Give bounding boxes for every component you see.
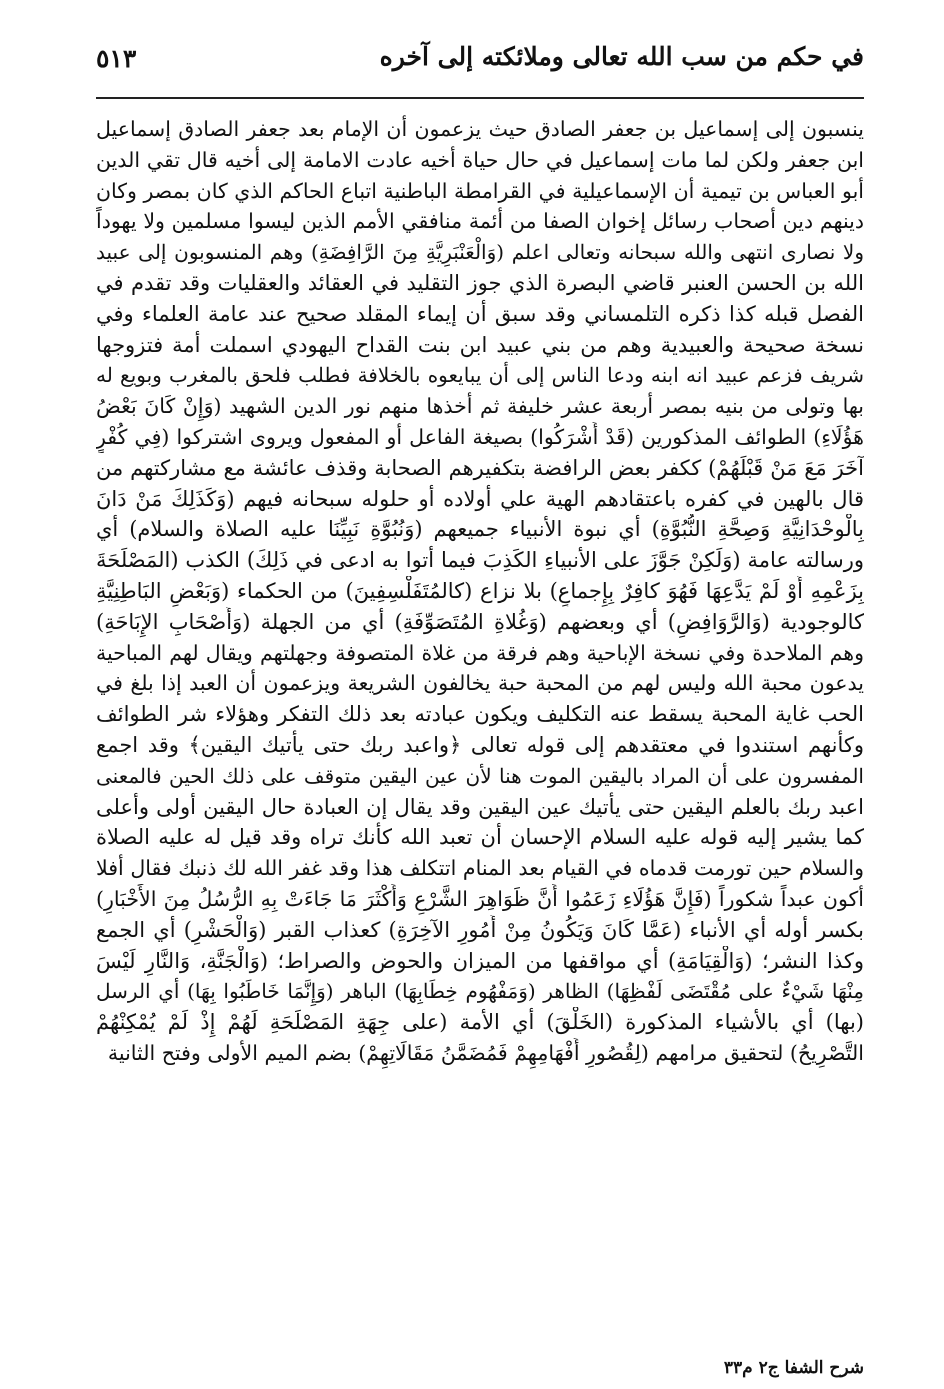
text-line: بِزَعْمِهِ أَوْ لَمْ يَدَّعِهَا فَهُوَ كافِرٌ بِإِجماعٍ) بلا نزاع (كالمُتَفَلْسِفِينَ) من الحكماء (وَبَعْضِ البَاطِنِيَّةِ (96, 578, 864, 603)
text-line: أكون عبداً شكوراً (فَإِنَّ هَؤُلَاءِ زَعَمُوا أَنَّ ظَوَاهِرَ الشَّرْعِ وَأَكْثَرَ مَا جَاءَتْ بِهِ الرُّسُلُ مِنَ الأَخْبَارِ) (96, 886, 864, 911)
text-line: بِالْوحْدَانِيَّةِ وَصِحَّةِ النُّبُوَّةِ) أي نبوة الأنبياء جميعهم (وَنُبُوَّةِ نَبِيِّنَا عليه الصلاة والسلام) أي (96, 517, 864, 542)
text-line: الفصل قبله كذا ذكره التلمساني وقد سبق أن إيماء المقلد صحيح عند عامة العلماء وفي (96, 301, 864, 326)
text-line: ورسالته عامة (وَلَكِنْ جَوَّزَ على الأنبياءِ الكَذِبَ فيما أتوا به ادعى في ذَلِكَ) الكذب (المَصْلَحَةَ (96, 548, 864, 573)
header-rule (96, 97, 864, 99)
text-line: مِنْهَا شَيْءٌ على مُقْتَضَى لَفْظِهَا) الظاهر (وَمَفْهُوم خِطَابِهَا) الباهر (وَإِنَّمَا خَاطَبُوا بِهَا) أي الرسل (96, 979, 864, 1004)
text-line: يدعون محبة الله وليس لهم من المحبة حبة يخالفون الشريعة ويزعمون أن العبد إذا بلغ في (96, 671, 864, 696)
text-line: بكسر أوله أي الأنباء (عَمَّا كَانَ وَيَكُونُ مِنْ أُمُورِ الآخِرَةِ) كعذاب القبر (وَالْحَشْرِ) أي الجمع (96, 917, 864, 942)
text-line: المفسرون على أن المراد باليقين الموت هنا لأن عين اليقين متوقف على ذلك الحين فالمعنى (96, 763, 864, 788)
text-line: نسخة صحيحة والعبيدية وهم من بني عبيد ابن بنت القداح اليهودي اسملت أمة فتزوجها (96, 332, 864, 357)
body-text (96, 114, 864, 1069)
text-line: اعبد ربك بالعلم اليقين حتى يأتيك عين اليقين وقد يقال إن العبادة حال اليقين أولى وأعلى (96, 794, 864, 819)
text-line: دينهم دين أصحاب رسائل إخوان الصفا من أئمة منافقي الأمم الذين ليسوا مسلمين ولا يهوداً (96, 209, 864, 234)
text-line: هَؤُلَاءِ) الطوائف المذكورين (قَدْ أَشْرَكُوا) بصيغة الفاعل أو المفعول ويروى اشتركوا (فِي كُفْرٍ (96, 424, 864, 449)
running-head (96, 42, 864, 90)
text-line: قال بالهين في كفره باعتقادهم الهية علي أولاده أو حلوله سبحانه فيهم (وَكَذَلِكَ مَنْ دَانَ (96, 486, 864, 511)
page-number: ٥١٣ (96, 44, 137, 73)
text-line: كالوجودية (وَالرَّوَافِضِ) أي وبعضهم (وَغُلاةِ المُتَصَوِّفَةِ) أي من الجهلة (وَأَصْحَابِ الإِبَاحَةِ) (96, 609, 864, 634)
signature-mark: شرح الشفا ج٢ م٣٣ (723, 1358, 864, 1378)
text-line: ولا نصارى انتهى والله سبحانه وتعالى اعلم (وَالْعَنْبَرِيَّةِ مِنَ الرَّافِضَةِ) وهم المنسوبون إلى عبيد (96, 240, 864, 265)
text-line: وكذا النشر؛ (وَالْقِيَامَةِ) أي مواقفها من الميزان والحوض والصراط؛ (وَالْجَنَّةِ، وَالنَّارِ لَيْسَ (96, 948, 864, 973)
text-line: وكأنهم استندوا في معتقدهم إلى قوله تعالى ﴿واعبد ربك حتى يأتيك اليقين﴾ وقد اجمع (96, 732, 864, 757)
text-line: كما يشير إليه قوله عليه السلام الإحسان أن تعبد الله كأنك تراه وقد قيل له عليه الصلاة (96, 825, 864, 850)
text-line: أبو العباس بن تيمية أن الإسماعيلية في القرامطة الباطنية اتباع الحاكم الذي كان بمصر وكان (96, 178, 864, 203)
text-line: الله بن الحسن العنبر قاضي البصرة الذي جوز التقليد في العقائد والعقليات وقد تقدم في (96, 270, 864, 295)
text-line: (بها) أي بالأشياء المذكورة (الخَلْقَ) أي الأمة (على جِهَةِ المَصْلَحَةِ لَهُمْ إِذْ لَمْ يُمْكِنْهُمْ (96, 1010, 864, 1035)
text-line: ينسبون إلى إسماعيل بن جعفر الصادق حيث يزعمون أن الإمام بعد جعفر الصادق إسماعيل (96, 117, 864, 141)
text-line: بها وتولى من بنيه بمصر أربعة عشر خليفة ثم أخذها منهم نور الدين الشهيد (وَإِنْ كَانَ بَعْضُ (96, 394, 864, 419)
running-title: في حكم من سب الله تعالى وملائكته إلى آخره (379, 42, 864, 71)
text-line: ابن جعفر ولكن لما مات إسماعيل في حال حياة أخيه عادت الامامة إلى أخيه قال تقي الدين (96, 147, 864, 172)
text-line: الحب غاية المحبة يسقط عنه التكليف ويكون عبادته بعد ذلك التفكر وهؤلاء شر الطوائف (96, 702, 864, 727)
text-line: شريف فزعم عبيد انه ابنه ودعا الناس إلى أن يبايعوه بالخلافة فطلب فلحق بالمغرب وبويع له (96, 363, 864, 388)
text-line: التَّصْرِيحُ) لتحقيق مرامهم (لِقُصُورِ أَفْهَامِهِمْ فَمُضَمَّنُ مَقَالَاتِهِمْ) بضم الميم الأولى وفتح الثانية (107, 1040, 864, 1065)
text-line: والسلام حين تورمت قدماه في القيام بعد المنام اتتكلف هذا وقد غفر الله لك ذنبك فقال أفلا (96, 856, 864, 881)
text-line: آخَرَ مَعَ مَنْ قَبْلَهُمْ) ككفر بعض الرافضة بتكفيرهم الصحابة وقذف عائشة مع مشاركتهم من (96, 455, 864, 480)
text-line: وهم الملاحدة وفي نسخة الإباحية وهم فرقة من غلاة المتصوفة وجهلتهم ويقال لهم المباحية (96, 640, 864, 665)
